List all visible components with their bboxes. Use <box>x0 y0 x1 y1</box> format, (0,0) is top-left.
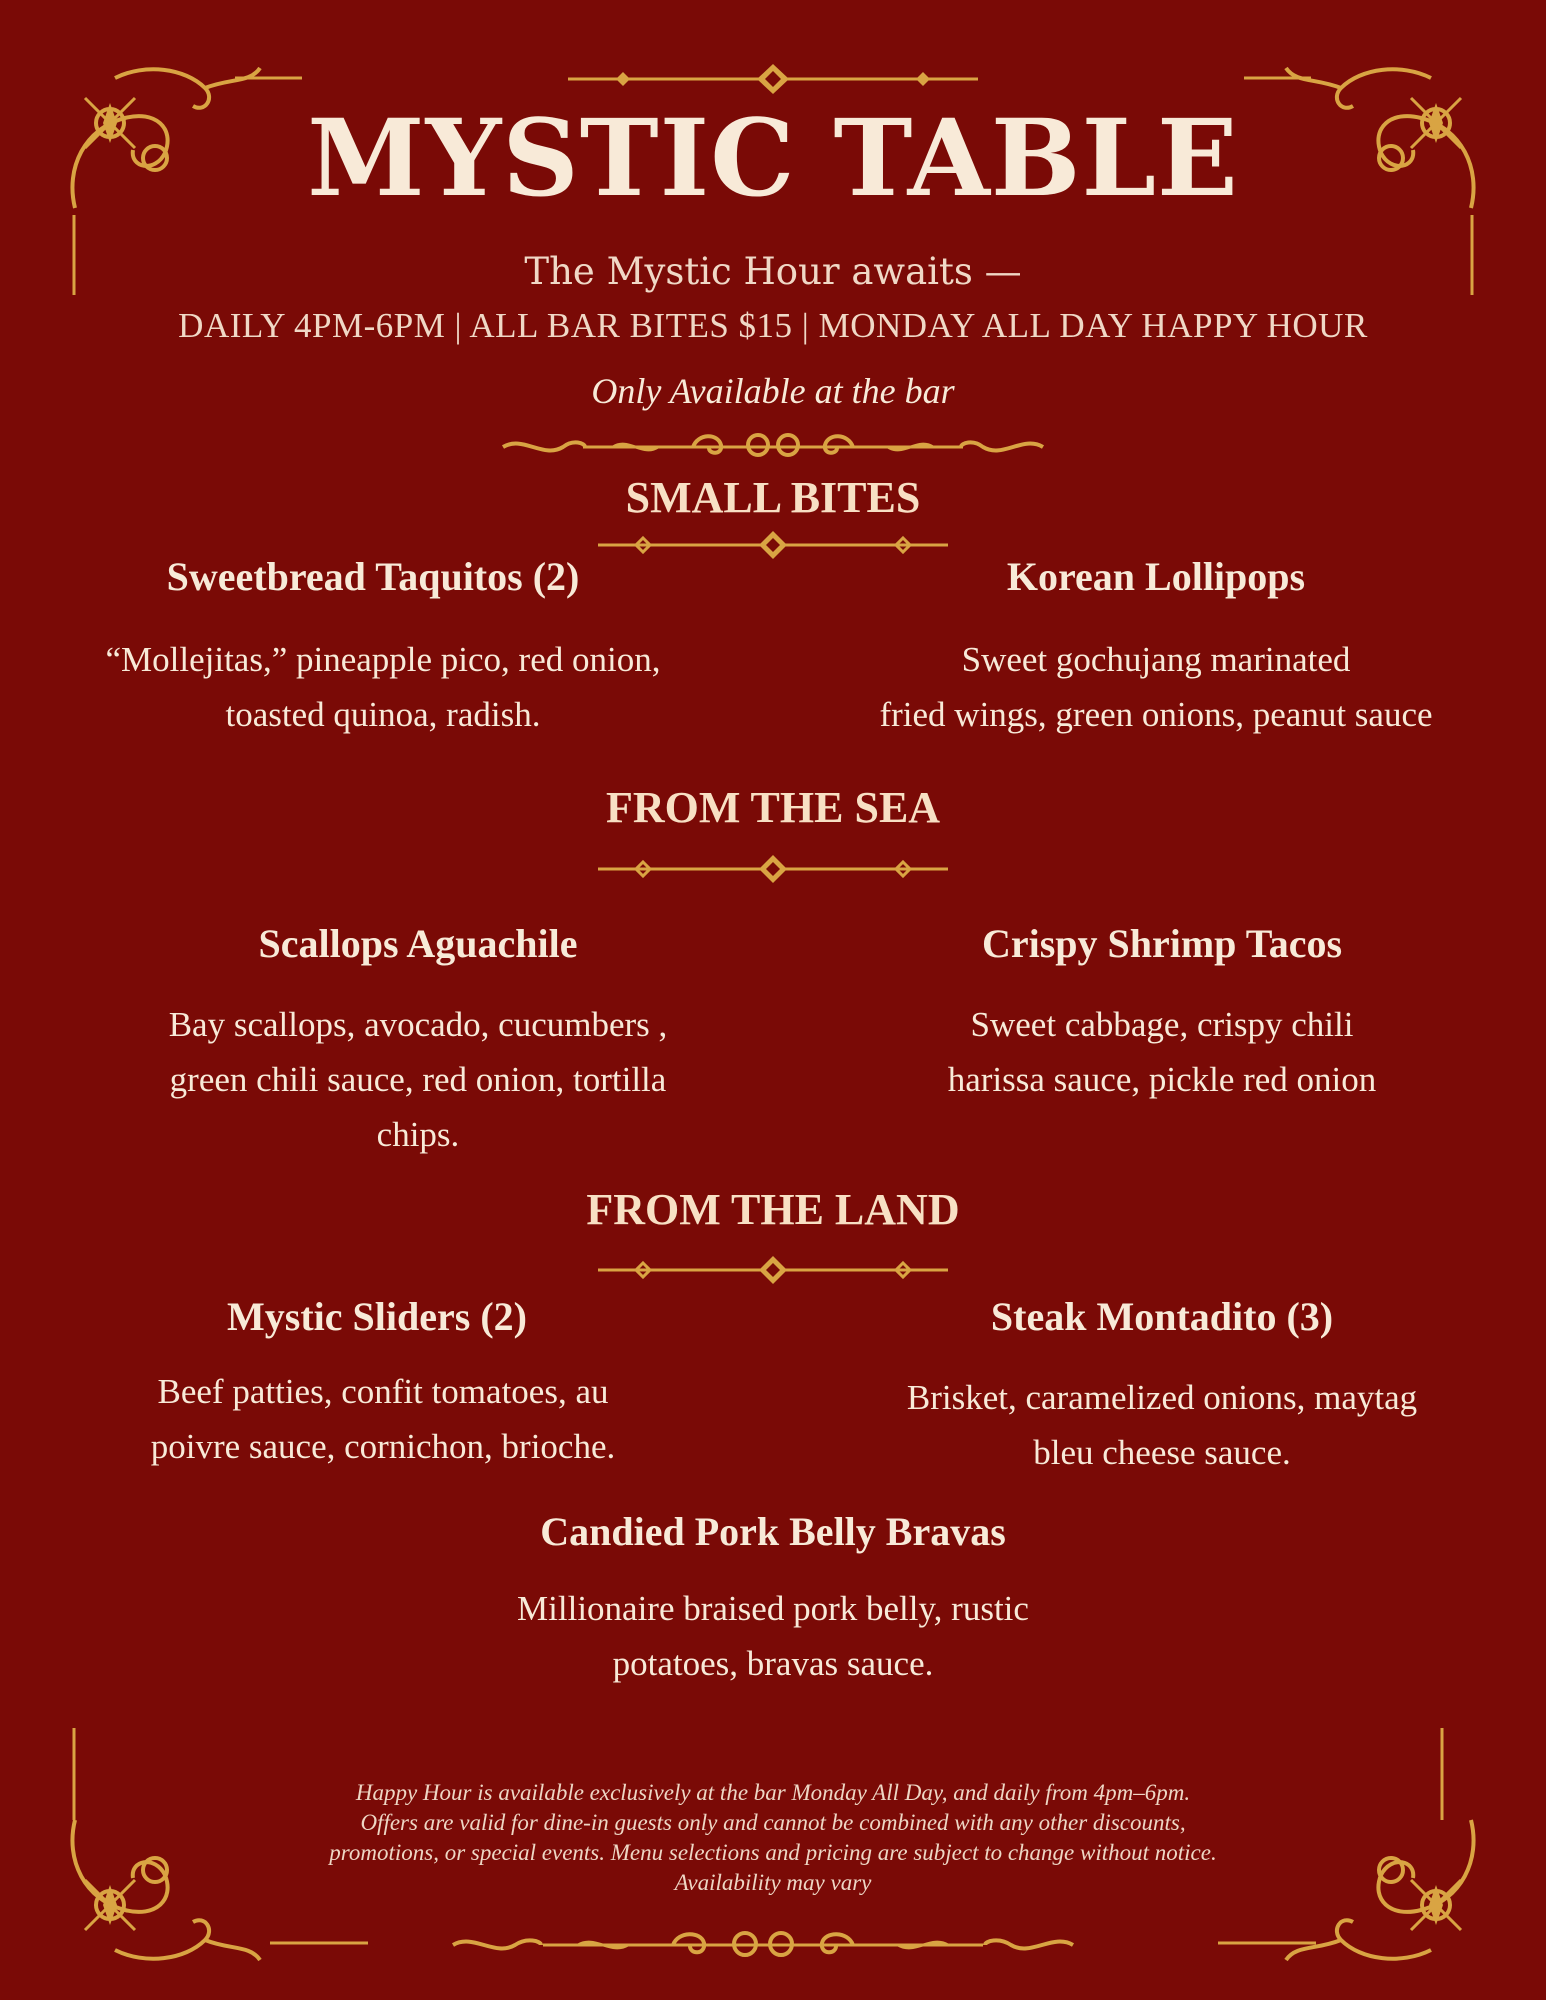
menu-item-description: Sweet gochujang marinated fried wings, green onions, peanut sauce <box>879 640 1433 734</box>
menu-item-title: Crispy Shrimp Tacos <box>981 921 1343 966</box>
menu-item-description: Millionaire braised pork belly, rustic potatoes, bravas sauce. <box>517 1589 1029 1683</box>
menu-item-description: Bay scallops, avocado, cucumbers , green chili sauce, red onion, tortilla chips. <box>168 1005 668 1154</box>
section-divider-from-the-land-icon <box>593 1255 953 1285</box>
menu-item-description: Brisket, caramelized onions, maytag bleu cheese sauce. <box>906 1378 1418 1472</box>
menu-item-title: Steak Montadito (3) <box>990 1294 1334 1339</box>
menu-item-title: Mystic Sliders (2) <box>227 1294 527 1339</box>
availability-note: Only Available at the bar <box>591 371 955 411</box>
menu-item-title: Sweetbread Taquitos (2) <box>166 554 580 599</box>
menu-item-title: Scallops Aguachile <box>258 921 578 966</box>
scroll-flourish-divider-icon <box>493 425 1053 465</box>
section-divider-from-the-sea-icon <box>593 854 953 884</box>
menu-item-description: Beef patties, confit tomatoes, au poivre sauce, cornichon, brioche. <box>150 1372 616 1466</box>
bottom-scroll-flourish-icon <box>443 1925 1083 1965</box>
section-title-from-the-sea: FROM THE SEA <box>605 783 941 832</box>
menu-item-title: Korean Lollipops <box>1006 554 1306 599</box>
happy-hour-times: DAILY 4PM-6PM | ALL BAR BITES $15 | MONDAY ALL DAY HAPPY HOUR <box>178 306 1368 345</box>
menu-item-description: “Mollejitas,” pineapple pico, red onion, toasted quinoa, radish. <box>105 640 661 734</box>
disclaimer: Happy Hour is available exclusively at the bar Monday All Day, and daily from 4pm–6pm. Offers are valid for dine-in guests only and cannot be combined with any other discounts, promotions, or special events. Menu selections and pricing are subject to change without notice. Availability may vary <box>329 1780 1217 1895</box>
restaurant-title: MYSTIC TABLE <box>307 95 1239 220</box>
tagline: The Mystic Hour awaits — <box>524 250 1022 293</box>
section-title-small-bites: SMALL BITES <box>625 473 921 522</box>
top-diamond-divider-icon <box>563 64 983 94</box>
menu-item-title: Candied Pork Belly Bravas <box>540 1509 1006 1554</box>
section-title-from-the-land: FROM THE LAND <box>586 1185 960 1234</box>
menu-item-description: Sweet cabbage, crispy chili harissa sauce, pickle red onion <box>947 1005 1377 1099</box>
